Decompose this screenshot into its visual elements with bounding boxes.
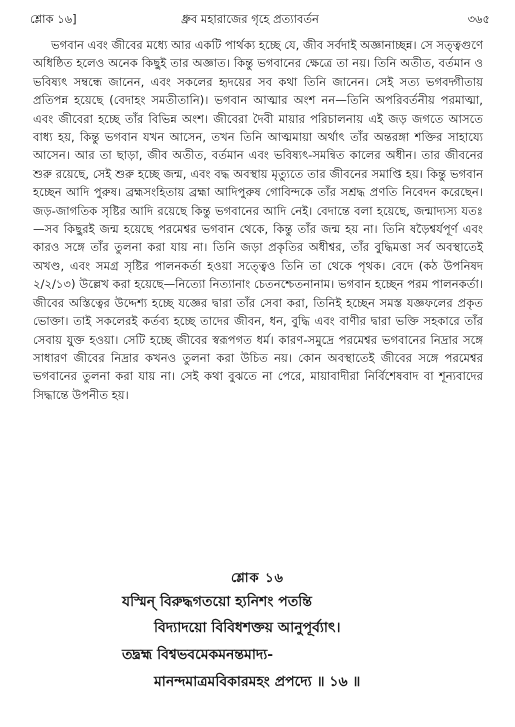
verse-title: শ্লোক ১৬: [230, 571, 285, 586]
verse-line: বিদ্যাদয়ো বিবিধশক্তয় আনুপূর্ব্যাৎ।: [154, 620, 341, 636]
verse-line: যস্মিন্ বিরুদ্ধগতয়ো হ্যনিশং পতন্তি: [122, 594, 312, 610]
purport-text: [33, 36, 483, 404]
verse-reference: শ্লোক ১৬]: [30, 12, 77, 26]
page-header: [30, 7, 490, 29]
page-number: ৩৬৫: [467, 12, 490, 26]
purport-paragraph: ভগবান এবং জীবের মধ্যে আর একটি পার্থক্য হচ্ছে যে, জীব সর্বদাই অজ্ঞানাচ্ছন্ন। সে সত্ত্বগুণে অধিষ্ঠিত হলেও অনেক কিছুই তার অজ্ঞাত। কিন্তু ভগবানের ক্ষেত্রে তা নয়। তিনি অতীত, বর্তমান ও ভবিষ্যৎ সম্বন্ধে জানেন, এবং সকলের হৃদয়ের সব কথা তিনি জানেন। সেই সত্য ভগবদ্গীতায় প্রতিপন্ন হয়েছে (বেদাহং সমতীতানি)। ভগবান আত্মার অংশ নন—তিনি অপরিবর্তনীয় পরমাত্মা, এবং জীবেরা হচ্ছে তাঁর বিভিন্ন অংশ। জীবেরা দৈবী মায়ার পরিচালনায় এই জড় জগতে আসতে বাধ্য হয়, কিন্তু ভগবান যখন আসেন, তখন তিনি আত্মমায়া অর্থাৎ তাঁর অন্তরঙ্গা শক্তির সাহায্যে আসেন। আর তা ছাড়া, জীব অতীত, বর্তমান এবং ভবিষ্যৎ-সমন্বিত কালের অধীন। তার জীবনের শুরু রয়েছে, সেই শুরু হচ্ছে জন্ম, এবং বদ্ধ অবস্থায় মৃত্যুতে তার জীবনের সমাপ্তি হয়। কিন্তু ভগবান হচ্ছেন আদি পুরুষ। ব্রহ্মসংহিতায় ব্রহ্মা আদিপুরুষ গোবিন্দকে তাঁর সশ্রদ্ধ প্রণতি নিবেদন করেছেন। জড়-জাগতিক সৃষ্টির আদি রয়েছে কিন্তু ভগবানের আদি নেই। বেদান্তে বলা হয়েছে, জন্মাদ্যস্য যতঃ—সব কিছুরই জন্ম হয়েছে পরমেশ্বর ভগবান থেকে, কিন্তু তাঁর জন্ম হয় না। তিনি ষড়ৈশ্বর্যপূর্ণ এবং কারও সঙ্গে তাঁর তুলনা করা যায় না। তিনি জড়া প্রকৃতির অধীশ্বর, তাঁর বুদ্ধিমত্তা সর্ব অবস্থাতেই অখণ্ড, এবং সমগ্র সৃষ্টির পালনকর্তা হওয়া সত্ত্বেও তিনি তা থেকে পৃথক। বেদে (কঠ উপনিষদ ২/২/১৩) উল্লেখ করা হয়েছে—নিত্যো নিত্যানাং চেতনশ্চেতনানাম। ভগবান হচ্ছেন পরম পালনকর্তা। জীবের অস্তিত্বের উদ্দেশ্য হচ্ছে যজ্ঞের দ্বারা তাঁর সেবা করা, তিনিই হচ্ছেন সমস্ত যজ্ঞফলের প্রকৃত ভোক্তা। তাই সকলেরই কর্তব্য হচ্ছে তাদের জীবন, ধন, বুদ্ধি এবং বাণীর দ্বারা ভক্তি সহকারে তাঁর সেবায় যুক্ত হওয়া। সেটি হচ্ছে জীবের স্বরূপগত ধর্ম। কারণ-সমুদ্রে পরমেশ্বর ভগবানের নিদ্রার সঙ্গে সাধারণ জীবের নিদ্রার কখনও তুলনা করা উচিত নয়। কোন অবস্থাতেই জীবের সঙ্গে পরমেশ্বর ভগবানের তুলনা করা যায় না। সেই কথা বুঝতে না পেরে, মায়াবাদীরা নির্বিশেষবাদ বা শূন্যবাদের সিদ্ধান্তে উপনীত হয়।: [33, 38, 483, 402]
verse-line: তদ্ব্রহ্ম বিশ্বভবমেকমনন্তমাদ্য-: [122, 647, 274, 663]
verse-line: মানন্দমাত্রমবিকারমহং প্রপদ্যে ॥ ১৬ ॥: [154, 674, 361, 690]
chapter-title: ধ্রুব মহারাজের গৃহে প্রত্যাবর্তন: [181, 12, 319, 26]
